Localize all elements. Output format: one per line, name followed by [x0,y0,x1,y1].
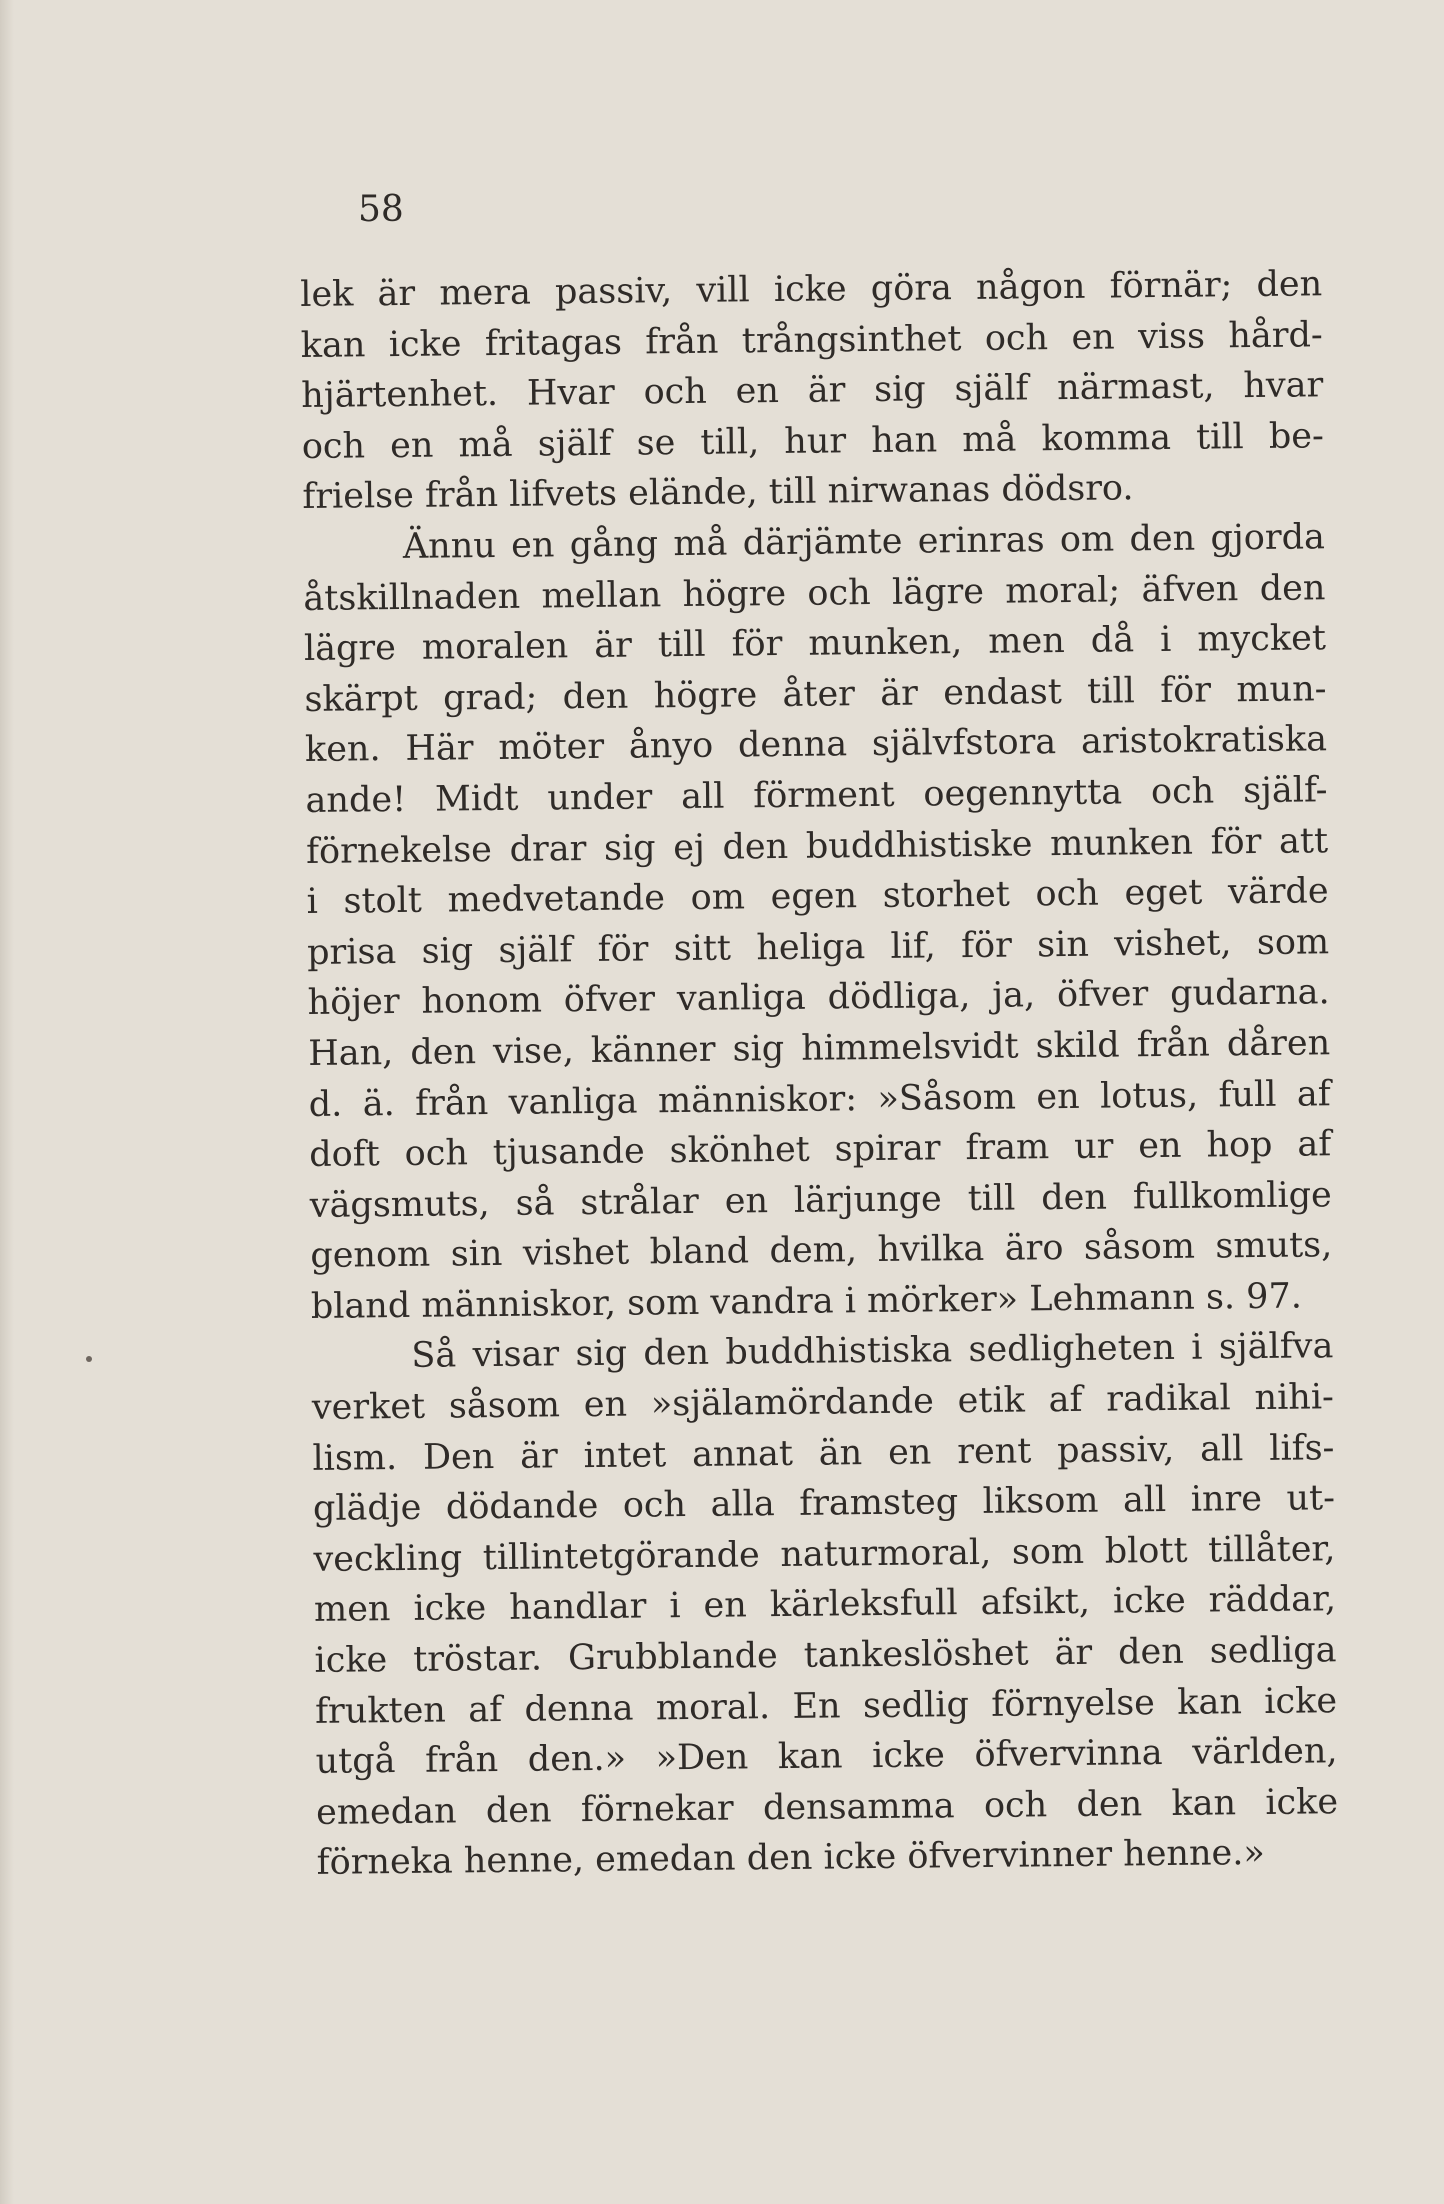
text-line: frukten af denna moral. En sedlig förnyelse kan icke [314,1680,1338,1732]
text-line: ande! Midt under all förment oegennytta och själf- [305,770,1328,821]
text-line: glädje dödande och alla framsteg liksom all inre ut- [312,1478,1336,1530]
text-line: doft och tjusande skönhet spirar fram ur en hop af [309,1124,1332,1176]
text-line: frielse från lifvets elände, till nirwanas dödsro. [302,468,1134,518]
text-line: bland människor, som vandra i mörker» Lehmann s. 97. [310,1276,1303,1327]
text-line: emedan den förnekar densamma och den kan icke [315,1782,1339,1833]
text-line: åtskillnaden mellan högre och lägre moral; äfven den [303,567,1326,619]
text-line: men icke handlar i en kärleksfull afsikt, icke räddar, [313,1579,1337,1631]
text-line: verket såsom en »själamördande etik af radikal nihi- [311,1377,1335,1428]
text-line: utgå från den.» »Den kan icke öfvervinna världen, [315,1731,1338,1783]
text-line: och en må själf se till, hur han må komma till be- [301,416,1325,467]
page-edge [0,0,14,2204]
ink-speck [86,1356,92,1362]
text-line: lism. Den är intet annat än en rent passiv, all lifs- [312,1427,1335,1479]
text-line: Ännu en gång må därjämte erinras om den gjorda [402,517,1326,567]
text-line: lek är mera passiv, vill icke göra någon förnär; den [300,264,1323,315]
text-line: förnekelse drar sig ej den buddhistiske munken för att [305,820,1329,872]
text-line: höjer honom öfver vanliga dödliga, ja, öfver gudarna. [307,972,1330,1024]
text-line: prisa sig själf för sitt heliga lif, för sin vishet, som [306,921,1330,973]
text-line: veckling tillintetgörande naturmoral, som blott tillåter, [313,1529,1336,1580]
text-line: hjärtenhet. Hvar och en är sig själf närmast, hvar [301,365,1324,417]
body-text [300,259,1339,1889]
text-line: genom sin vishet bland dem, hvilka äro såsom smuts, [310,1225,1333,1277]
text-line: förneka henne, emedan den icke öfvervinner henne.» [316,1833,1265,1884]
text-line: i stolt medvetande om egen storhet och eget värde [306,871,1329,923]
text-line: kan icke fritagas från trångsinthet och en viss hård- [300,314,1323,366]
text-line: icke tröstar. Grubblande tankeslöshet är den sedliga [314,1630,1337,1681]
text-line: skärpt grad; den högre åter är endast till för mun- [304,669,1327,720]
text-line: ken. Här möter ånyo denna självfstora aristokratiska [304,719,1328,771]
text-line: Han, den vise, känner sig himmelsvidt skild från dåren [307,1023,1331,1074]
text-line: lägre moralen är till för munken, men då i mycket [303,618,1327,670]
page-number: 58 [358,189,404,230]
text-line: vägsmuts, så strålar en lärjunge till den fullkomlige [309,1174,1332,1226]
text-line: d. ä. från vanliga människor: »Såsom en lotus, full af [308,1073,1331,1125]
text-line: Så visar sig den buddhistiska sedligheten i själfva [411,1326,1334,1377]
